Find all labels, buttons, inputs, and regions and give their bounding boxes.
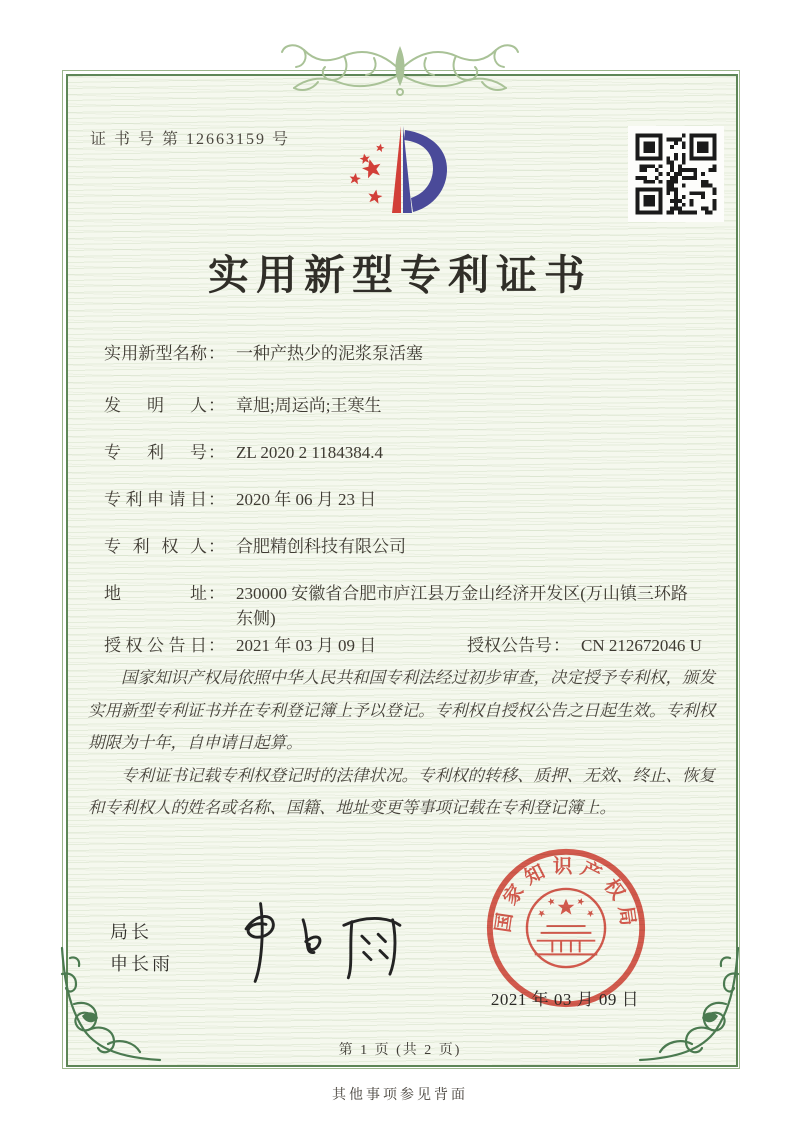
field-colon: ： bbox=[208, 636, 225, 655]
field-colon: ： bbox=[208, 344, 225, 363]
field-filing-date bbox=[104, 487, 376, 512]
field-label: 授权公告日 bbox=[104, 636, 207, 655]
field-colon: ： bbox=[208, 584, 225, 603]
field-value: 230000 安徽省合肥市庐江县万金山经济开发区(万山镇三环路东侧) bbox=[236, 584, 688, 628]
field-grant-number bbox=[467, 633, 702, 658]
back-side-note: 其他事项参见背面 bbox=[332, 1088, 468, 1103]
qr-code bbox=[628, 126, 724, 222]
field-colon: ： bbox=[208, 396, 225, 415]
field-label: 专利申请日 bbox=[104, 490, 207, 509]
field-patent-number bbox=[104, 440, 383, 465]
legal-paragraph-2: 专利证书记载专利权登记时的法律状况。专利权的转移、质押、无效、终止、恢复和专利权人的姓名或名称、国籍、地址变更等事项记载在专利登记簿上。 bbox=[88, 765, 715, 817]
director-title: 局长 bbox=[110, 922, 152, 942]
top-scrollwork-ornament bbox=[268, 24, 532, 118]
legal-paragraph-1: 国家知识产权局依照中华人民共和国专利法经过初步审查，决定授予专利权，颁发实用新型专利证书并在专利登记簿上予以登记。专利权自授权公告之日起生效。专利权期限为十年，自申请日起算。 bbox=[88, 668, 715, 752]
field-value: 章旭;周运尚;王寒生 bbox=[236, 396, 382, 415]
field-inventors bbox=[104, 393, 381, 418]
field-label: 发明人 bbox=[104, 396, 207, 415]
field-value: ZL 2020 2 1184384.4 bbox=[236, 443, 384, 462]
cnipa-logo-icon bbox=[330, 116, 480, 228]
field-label: 专利权人 bbox=[104, 537, 207, 556]
field-colon: ： bbox=[208, 443, 225, 462]
field-value: 2020 年 06 月 23 日 bbox=[236, 490, 377, 509]
field-grant-row bbox=[104, 633, 724, 658]
field-value: 2021 年 03 月 09 日 bbox=[236, 636, 377, 655]
field-utility-model-name bbox=[104, 341, 423, 366]
certificate-title: 实用新型专利证书 bbox=[208, 252, 592, 298]
field-colon: ： bbox=[208, 537, 225, 556]
seal-text: 国家知识产权局 bbox=[493, 856, 639, 934]
legal-text bbox=[88, 662, 716, 825]
field-patentee bbox=[104, 534, 406, 559]
field-label: 专利号 bbox=[104, 443, 207, 462]
director-signature-icon bbox=[228, 893, 418, 991]
director-name: 申长雨 bbox=[110, 954, 173, 974]
field-value: 合肥精创科技有限公司 bbox=[236, 537, 406, 556]
field-value: 一种产热少的泥浆泵活塞 bbox=[236, 344, 423, 363]
field-label: 实用新型名称 bbox=[104, 344, 207, 363]
field-colon: ： bbox=[553, 636, 570, 655]
field-label: 地址 bbox=[104, 584, 207, 603]
field-colon: ： bbox=[208, 490, 225, 509]
seal-date: 2021 年 03 月 09 日 bbox=[490, 990, 640, 1009]
certificate-number: 证 书 号 第 12663159 号 bbox=[90, 131, 291, 148]
field-address bbox=[104, 581, 688, 631]
svg-text:国家知识产权局 bbox=[492, 854, 640, 933]
field-value: CN 212672046 U bbox=[581, 636, 702, 655]
page-number: 第 1 页 (共 2 页) bbox=[338, 1043, 462, 1058]
field-label: 授权公告号 bbox=[467, 636, 552, 655]
